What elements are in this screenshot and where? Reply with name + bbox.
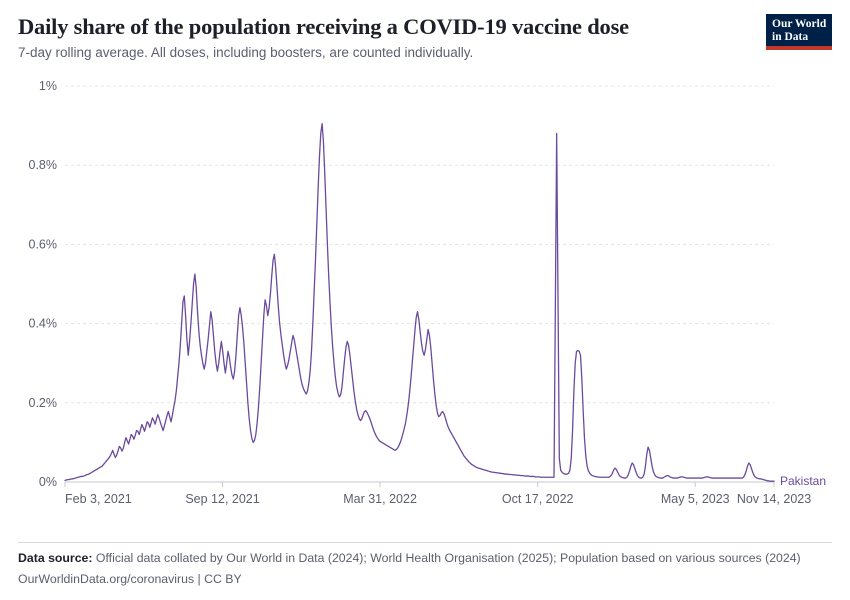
y-tick-label: 0.8% <box>28 157 57 172</box>
y-tick-label: 1% <box>38 78 57 93</box>
x-tick-label: Feb 3, 2021 <box>65 491 132 506</box>
series-label-pakistan[interactable]: Pakistan <box>780 473 827 488</box>
x-axis-labels <box>65 492 811 506</box>
series-line-pakistan <box>65 123 774 481</box>
x-tick-label: Mar 31, 2022 <box>343 491 417 506</box>
data-source-text: Official data collated by Our World in Data (2024); World Health Organisation (2025); Population based on various sources (2024) <box>95 550 801 565</box>
y-axis-labels <box>29 79 58 489</box>
x-tick-label: Nov 14, 2023 <box>736 491 812 506</box>
page-title: Daily share of the population receiving a COVID-19 vaccine dose <box>18 14 629 39</box>
chart-plot-area <box>18 78 832 518</box>
y-tick-label: 0.6% <box>28 237 57 252</box>
y-tick-label: 0.2% <box>28 395 57 410</box>
grid-lines <box>65 86 774 482</box>
y-tick-label: 0.4% <box>28 316 57 331</box>
chart-subtitle: 7-day rolling average. All doses, including boosters, are counted individually. <box>18 44 474 60</box>
data-source-prefix: Data source: <box>18 550 93 565</box>
x-tick-label: Oct 17, 2022 <box>501 491 574 506</box>
x-axis-ticks <box>65 482 774 487</box>
logo-line-2: in Data <box>772 31 809 43</box>
x-tick-label: Sep 12, 2021 <box>185 491 260 506</box>
footer-link[interactable]: OurWorldinData.org/coronavirus | CC BY <box>18 572 242 587</box>
owid-logo[interactable] <box>766 14 832 50</box>
chart-footer <box>18 542 832 588</box>
line-chart[interactable] <box>18 78 832 518</box>
chart-header <box>18 14 832 62</box>
x-tick-label: May 5, 2023 <box>660 491 730 506</box>
logo-line-1: Our World <box>772 18 827 30</box>
data-source-line <box>18 550 832 567</box>
y-tick-label: 0% <box>38 474 57 489</box>
